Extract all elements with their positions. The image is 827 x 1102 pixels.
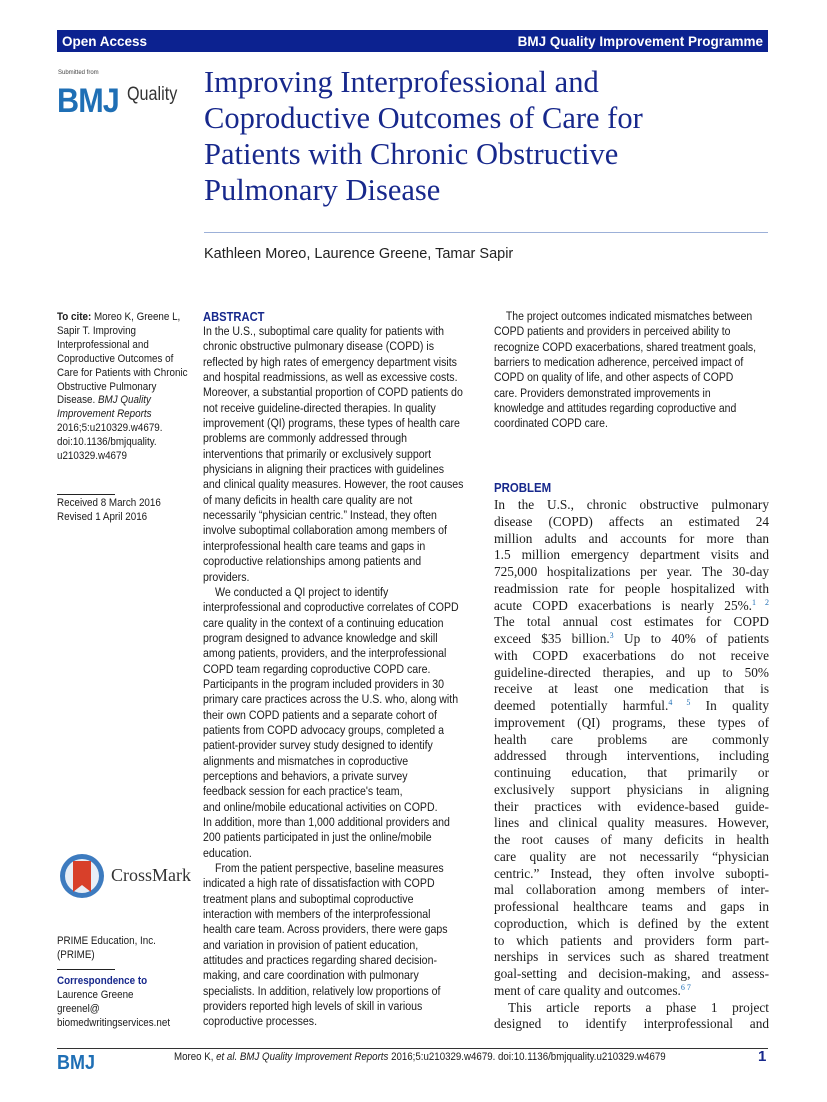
text-line: designed to identify interprofessional and (494, 1016, 769, 1032)
text-line: and variation in provision of patient education, (203, 937, 419, 952)
cite-doi[interactable]: doi:10.1136/bmjquality. (57, 436, 157, 449)
text-line: lines and clinical quality measures. However, (494, 815, 769, 831)
cite-journal: BMJ Quality (97, 394, 151, 407)
text-line: health care team. Across providers, there were gaps (203, 922, 448, 937)
cite-line: Interprofessional and (57, 338, 149, 351)
text-line: guideline-directed therapies, and up to 50% (494, 664, 769, 680)
text-line: physicians in aligning their practices with guidelines (203, 462, 445, 477)
text-line: From the patient perspective, baseline measures (215, 861, 444, 876)
text-line: In the U.S., suboptimal care quality for patients with (203, 324, 445, 338)
text-line: million adults and accounts for more than (494, 530, 769, 546)
text-line: professional healthcare teams and gaps in (494, 899, 769, 914)
abstract-body (203, 324, 480, 1030)
text-line: and online/mobile educational activities on COPD. (203, 799, 438, 814)
authors: Kathleen Moreo, Laurence Greene, Tamar Sapir (204, 246, 514, 262)
text-line: We conducted a QI project to identify (215, 584, 389, 599)
text-line: centric.” Instead, they often involve subopti- (494, 865, 769, 881)
journal-banner (57, 30, 768, 52)
logo-submitted: Submitted from (58, 70, 99, 76)
article-title (204, 64, 774, 208)
crossmark-badge[interactable] (58, 852, 198, 902)
divider (57, 494, 115, 495)
text-line: The project outcomes indicated mismatches between (505, 309, 753, 323)
text-line: Participants in the program included providers in 30 (203, 676, 445, 691)
open-access-label: Open Access (62, 33, 148, 49)
text-line: coproduction, which is defined by the extent (494, 915, 769, 931)
title-line: Coproductive Outcomes of Care for (204, 101, 643, 135)
abstract-section (203, 309, 480, 1030)
text-line: of many deficits in health care quality are not (203, 492, 413, 507)
text-line: continuing education, that primarily or (494, 765, 769, 780)
title-divider (204, 232, 768, 233)
text-line: indicated a high rate of dissatisfaction with COPD (203, 876, 435, 891)
text-line: COPD team regarding coproductive COPD care. (203, 661, 431, 676)
affiliation-line: (PRIME) (57, 948, 95, 961)
text-line: barriers to medication adherence, perceived impact of (494, 355, 744, 370)
text-line: interprofessional health care teams and gaps in (203, 538, 426, 553)
page-number: 1 (758, 1048, 767, 1065)
text-line: among patients, providers, and the interprofessional (203, 646, 447, 661)
text-line: 200 patients participated in just the online/mobile (203, 830, 432, 845)
cite-line: Moreo K, Greene L, (91, 311, 181, 323)
text-line: Moreover, a substantial proportion of COPD patients do (203, 385, 463, 400)
text-line: and hospital readmissions, as well as excessive costs. (203, 370, 458, 385)
text-line: improvement (QI) programs, these types of health care (203, 416, 460, 431)
text-line: This article reports a phase 1 project (508, 999, 769, 1015)
text-line: addressed through interventions, including (494, 748, 769, 764)
text-line: patient-provider survey study designed to identify (203, 738, 433, 753)
bmj-quality-logo (57, 70, 197, 130)
text-line: to which patients and providers form part- (494, 932, 769, 948)
text-line: patients from COPD advocacy groups, completed a (203, 722, 445, 737)
text-line: health care problems are commonly (494, 731, 769, 747)
text-line: interventions that primarily or exclusively support (203, 446, 432, 461)
dates-block (57, 497, 188, 525)
text-line: disease (COPD) affects an estimated 24 (494, 513, 769, 529)
cite-line: Coproductive Outcomes of (57, 352, 174, 365)
abstract-paragraph (203, 324, 480, 585)
affiliation (57, 935, 188, 963)
correspondence-label: Correspondence to (57, 975, 148, 987)
text-line: interaction with members of the interprofessional (203, 907, 431, 922)
text-line: knowledge and attitudes regarding coproductive and (494, 401, 737, 416)
revised-date: Revised 1 April 2016 (57, 510, 148, 523)
text-line: The total annual cost estimates for COPD (494, 614, 769, 630)
text-line: goal-setting and decision-making, and assess- (494, 966, 769, 981)
reference-link[interactable]: 3 (609, 631, 614, 640)
abstract-continuation (494, 309, 768, 432)
text-line: improvement (QI) programs, these types of (494, 714, 769, 730)
reference-link[interactable]: 1 2 (752, 597, 769, 607)
text-line: making, and care coordination with pulmonary (203, 968, 419, 983)
programme-label: BMJ Quality Improvement Programme (517, 33, 763, 49)
text-line: In the U.S., chronic obstructive pulmonary (494, 497, 769, 512)
text-line: care quality are not necessarily “physician (494, 848, 769, 864)
text-line: providers. (203, 569, 250, 584)
cite-journal: Improvement Reports (57, 408, 152, 421)
text-line: specialists. In addition, relatively low proportions of (203, 983, 441, 998)
text-line: 725,000 hospitalizations per year. The 30-day (494, 564, 769, 579)
text-line: COPD patients and providers in perceived ability to (494, 324, 731, 339)
correspondent-email[interactable]: biomedwritingservices.net (57, 1016, 171, 1029)
cite-line: Obstructive Pulmonary (57, 380, 157, 393)
correspondent-name: Laurence Greene (57, 988, 134, 1001)
text-line: and clinical quality measures. However, the root causes (203, 477, 464, 492)
text-line: necessarily “physician centric.” Instead, they often (203, 508, 437, 523)
text-line: attitudes and practices regarding shared decision- (203, 953, 437, 968)
title-line: Patients with Chronic Obstructive (204, 137, 619, 171)
text-line: ment of care quality and outcomes.$^{6 7}$ (494, 982, 691, 998)
text-line: readmission rate for people hospitalized with (494, 580, 769, 596)
text-line: coordinated COPD care. (494, 416, 608, 431)
problem-body (494, 497, 769, 1033)
received-date: Received 8 March 2016 (57, 497, 161, 509)
abstract-paragraph (203, 585, 480, 861)
cite-label: To cite: (57, 311, 92, 323)
logo-quality: Quality (127, 84, 178, 105)
text-line: receive at least one medication that is (494, 681, 769, 697)
text-line: their practices with evidence-based guide- (494, 798, 769, 814)
text-line: reflected by high rates of emergency department visits (203, 354, 457, 369)
reference-link[interactable]: 4 5 (668, 698, 691, 707)
text-line: their own COPD patients and a separate cohort of (203, 707, 437, 722)
reference-link[interactable]: 6 7 (680, 982, 691, 992)
abstract-paragraph (203, 861, 480, 1030)
abstract-paragraph (494, 309, 768, 432)
divider (57, 969, 115, 970)
cite-line: Sapir T. Improving (57, 324, 137, 337)
text-line: alignments and mismatches in coproductive (203, 753, 409, 768)
correspondence (57, 975, 188, 1031)
citation-block (57, 311, 188, 464)
footer-citation (174, 1051, 666, 1063)
text-line: involve suboptimal collaboration among members of (203, 523, 447, 538)
text-line: care. Providers demonstrated improvements in (494, 385, 711, 400)
text-line: In addition, more than 1,000 additional providers and (203, 815, 450, 829)
text-line: education. (203, 845, 252, 860)
text-line: exceed $35 billion.$^3$ Up to 40% of patients (494, 631, 769, 646)
text-line: COPD on quality of life, and other aspects of COPD (494, 370, 734, 385)
footer-bmj-logo: BMJ (57, 1052, 96, 1074)
text-line: recognize COPD exacerbations, shared treatment goals, (494, 339, 757, 354)
problem-paragraph (494, 1000, 769, 1034)
cite-doi[interactable]: u210329.w4679 (57, 450, 127, 463)
logo-bmj: BMJ (57, 82, 119, 120)
cite-line: Care for Patients with Chronic (57, 366, 188, 379)
title-line: Pulmonary Disease (204, 173, 441, 207)
text-line: problems are commonly addressed through (203, 431, 407, 446)
text-line: program designed to advance knowledge and skill (203, 630, 438, 645)
cite-line: 2016;5:u210329.w4679. (57, 422, 163, 435)
text-line: treatment plans and suboptimal coproductive (203, 891, 414, 906)
text-line: providers reported high levels of skill in various (203, 999, 423, 1014)
affiliation-line: PRIME Education, Inc. (57, 935, 156, 947)
text-line: interprofessional and coproductive correlates of COPD (203, 600, 459, 615)
footer-authors: Moreo K, (174, 1051, 217, 1063)
text-line: chronic obstructive pulmonary disease (COPD) is (203, 339, 434, 354)
problem-paragraph (494, 497, 769, 1000)
footer-doi: 2016;5:u210329.w4679. doi:10.1136/bmjquality.u210329.w4679 (388, 1051, 666, 1063)
title-line: Improving Interprofessional and (204, 65, 599, 99)
text-line: nerships in services such as shared treatment (494, 949, 769, 965)
text-line: exclusively support physicians in aligning (494, 781, 769, 797)
text-line: the root causes of many deficits in health (494, 832, 769, 847)
text-line: coproductive processes. (203, 1014, 318, 1029)
text-line: coproductive relationships among patients and (203, 554, 422, 569)
text-line: deemed potentially harmful.$^{4 5}$ In quality (494, 698, 770, 713)
text-line: not receive guideline-directed therapies. In quality (203, 400, 436, 415)
text-line: primary care practices across the U.S. who, along with (203, 692, 459, 707)
footer-divider (57, 1048, 768, 1049)
footer-journal: et al. BMJ Quality Improvement Reports (216, 1051, 389, 1063)
text-line: perceptions and behaviors, a private survey (203, 768, 408, 783)
cite-line: Disease. (57, 394, 98, 407)
crossmark-label: CrossMark (111, 865, 191, 885)
text-line: feedback session for each practice's team, (203, 784, 403, 799)
text-line: care quality in the context of a continuing education (203, 615, 444, 630)
crossmark-icon (58, 852, 106, 900)
text-line: 1.5 million emergency department visits and (494, 547, 769, 563)
text-line: mal collaboration among members of inter- (494, 882, 769, 898)
text-line: with COPD exacerbations do not receive (494, 647, 769, 663)
abstract-heading: ABSTRACT (203, 309, 265, 324)
correspondent-email[interactable]: greenel@ (57, 1002, 100, 1015)
text-line: acute COPD exacerbations is nearly 25%.$^{1 2}$ (494, 597, 769, 613)
problem-heading: PROBLEM (494, 480, 552, 495)
